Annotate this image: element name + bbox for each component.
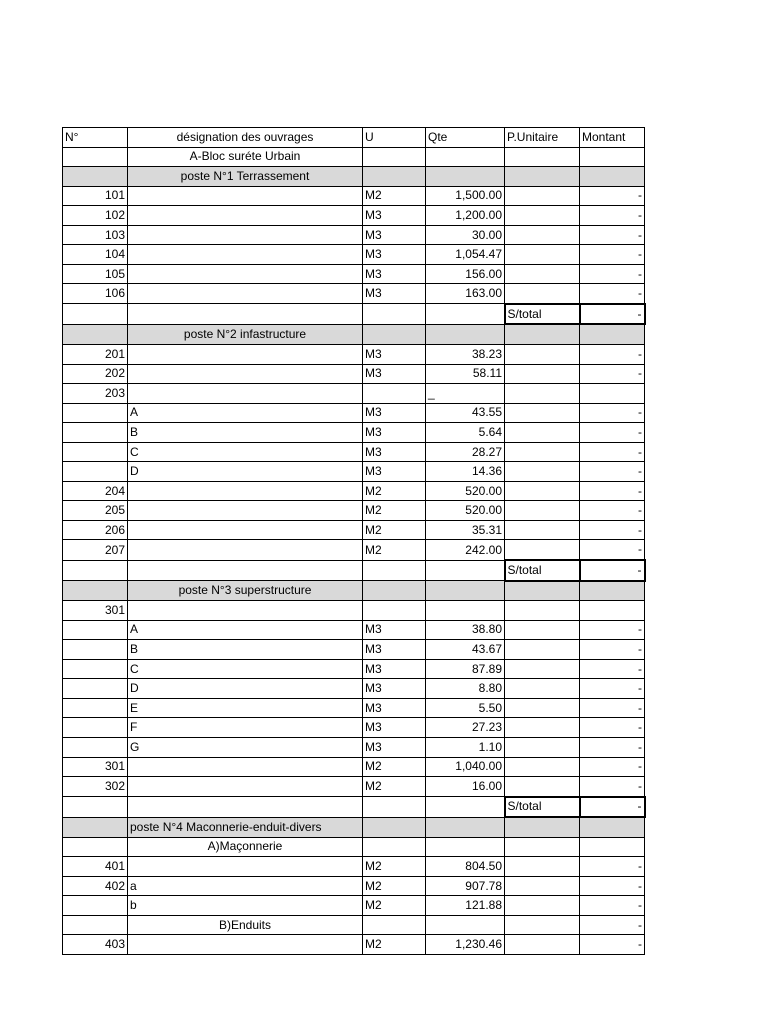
cell-designation: [128, 757, 363, 777]
cell-no: 402: [63, 876, 128, 896]
cell-no: [63, 403, 128, 423]
cell-designation: B)Enduits: [128, 915, 363, 935]
table-row: [63, 857, 645, 877]
cell-unit-price: [505, 284, 580, 304]
cell-no: 101: [63, 186, 128, 206]
subtotal-row: [63, 304, 645, 325]
cell-unit-price: [505, 264, 580, 284]
cell-qty: 38.23: [426, 345, 505, 365]
cell-qty: [426, 601, 505, 621]
table-row: [63, 442, 645, 462]
cell-designation: [128, 797, 363, 818]
table-row: [63, 147, 645, 167]
cell-amount: -: [580, 659, 645, 679]
cell-qty: [426, 797, 505, 818]
cell-designation: [128, 560, 363, 581]
cell-no: [63, 718, 128, 738]
cell-no: 201: [63, 345, 128, 365]
cell-amount: [580, 167, 645, 187]
cell-unit: M3: [363, 206, 426, 226]
cell-no: [63, 737, 128, 757]
cell-unit: M2: [363, 777, 426, 797]
cell-designation: D: [128, 462, 363, 482]
table-row: [63, 264, 645, 284]
cell-amount: -: [580, 423, 645, 443]
cell-amount: -: [580, 264, 645, 284]
cell-no: 403: [63, 935, 128, 955]
cell-no: [63, 147, 128, 167]
cell-no: 202: [63, 364, 128, 384]
cell-amount: -: [580, 560, 645, 581]
cell-unit: [363, 167, 426, 187]
cell-no: [63, 620, 128, 640]
cell-qty: 5.64: [426, 423, 505, 443]
cell-no: [63, 698, 128, 718]
table-row: [63, 876, 645, 896]
table-row: [63, 757, 645, 777]
cell-unit-price: [505, 601, 580, 621]
cell-amount: -: [580, 304, 645, 325]
table-row: [63, 777, 645, 797]
cell-designation: A-Bloc suréte Urbain: [128, 147, 363, 167]
cell-no: [63, 837, 128, 857]
cell-designation: E: [128, 698, 363, 718]
cell-qty: 14.36: [426, 462, 505, 482]
cell-amount: -: [580, 857, 645, 877]
cell-designation: [128, 345, 363, 365]
cell-designation: G: [128, 737, 363, 757]
table-row: [63, 481, 645, 501]
section-row: [63, 167, 645, 187]
table-row: [63, 206, 645, 226]
table-row: [63, 345, 645, 365]
cell-amount: -: [580, 915, 645, 935]
cell-amount: [580, 384, 645, 404]
table-row: [63, 737, 645, 757]
cell-no: 301: [63, 601, 128, 621]
cell-no: 104: [63, 245, 128, 265]
cell-designation: [128, 481, 363, 501]
cell-amount: -: [580, 737, 645, 757]
cell-amount: [580, 147, 645, 167]
cell-designation: poste N°1 Terrassement: [128, 167, 363, 187]
cell-unit-price: [505, 442, 580, 462]
cell-unit-price: [505, 423, 580, 443]
cell-qty: 38.80: [426, 620, 505, 640]
cell-qty: 1,200.00: [426, 206, 505, 226]
cell-designation: F: [128, 718, 363, 738]
table-row: [63, 679, 645, 699]
cell-amount: -: [580, 345, 645, 365]
cell-designation: A: [128, 403, 363, 423]
cell-unit-price: [505, 225, 580, 245]
cell-unit: [363, 837, 426, 857]
cell-amount: -: [580, 403, 645, 423]
cell-designation: poste N°3 superstructure: [128, 581, 363, 601]
cell-qty: 1.10: [426, 737, 505, 757]
table-row: [63, 364, 645, 384]
cell-designation: C: [128, 442, 363, 462]
cell-no: 103: [63, 225, 128, 245]
header-no: N°: [63, 128, 128, 148]
cell-unit-price: S/total: [505, 304, 580, 325]
cell-amount: -: [580, 698, 645, 718]
cell-no: 207: [63, 540, 128, 560]
cell-no: 302: [63, 777, 128, 797]
table-row: [63, 935, 645, 955]
cell-qty: 520.00: [426, 481, 505, 501]
cell-qty: 1,040.00: [426, 757, 505, 777]
cell-qty: 27.23: [426, 718, 505, 738]
cell-amount: [580, 837, 645, 857]
cell-no: 206: [63, 520, 128, 540]
cell-qty: [426, 560, 505, 581]
header-designation: désignation des ouvrages: [128, 128, 363, 148]
cell-no: 105: [63, 264, 128, 284]
cell-designation: [128, 225, 363, 245]
cell-qty: [426, 581, 505, 601]
cell-qty: 1,054.47: [426, 245, 505, 265]
cell-unit-price: [505, 718, 580, 738]
cell-no: 106: [63, 284, 128, 304]
cell-unit-price: [505, 737, 580, 757]
cell-unit-price: [505, 857, 580, 877]
cell-designation: A)Maçonnerie: [128, 837, 363, 857]
table-row: [63, 540, 645, 560]
cell-unit: M2: [363, 935, 426, 955]
section-row: [63, 324, 645, 344]
cell-unit: M2: [363, 501, 426, 521]
header-amount: Montant: [580, 128, 645, 148]
cell-qty: 5.50: [426, 698, 505, 718]
cell-qty: 43.55: [426, 403, 505, 423]
cell-designation: [128, 540, 363, 560]
cell-designation: [128, 777, 363, 797]
cell-unit-price: [505, 915, 580, 935]
cell-amount: -: [580, 777, 645, 797]
cell-unit: M3: [363, 462, 426, 482]
cell-qty: 1,500.00: [426, 186, 505, 206]
cell-no: [63, 797, 128, 818]
cell-unit: [363, 915, 426, 935]
cell-no: [63, 324, 128, 344]
cell-amount: -: [580, 481, 645, 501]
cell-unit-price: [505, 620, 580, 640]
cell-amount: [580, 581, 645, 601]
subtotal-row: [63, 797, 645, 818]
section-row: [63, 581, 645, 601]
header-unit-price: P.Unitaire: [505, 128, 580, 148]
cell-amount: -: [580, 876, 645, 896]
cell-qty: 43.67: [426, 640, 505, 660]
cell-unit: [363, 601, 426, 621]
cell-qty: 242.00: [426, 540, 505, 560]
table-row: [63, 601, 645, 621]
cell-unit-price: [505, 777, 580, 797]
subtotal-row: [63, 560, 645, 581]
cell-amount: -: [580, 225, 645, 245]
cell-amount: -: [580, 462, 645, 482]
cell-unit-price: [505, 679, 580, 699]
table-row: [63, 896, 645, 916]
cell-qty: [426, 147, 505, 167]
cell-amount: -: [580, 540, 645, 560]
quantity-estimate-table: [62, 127, 646, 955]
cell-unit: M3: [363, 442, 426, 462]
table-row: [63, 837, 645, 857]
table-row: [63, 462, 645, 482]
cell-designation: [128, 601, 363, 621]
table-row: [63, 915, 645, 935]
header-qty: Qte: [426, 128, 505, 148]
cell-designation: [128, 935, 363, 955]
cell-amount: -: [580, 718, 645, 738]
cell-unit: M3: [363, 245, 426, 265]
cell-qty: 121.88: [426, 896, 505, 916]
cell-unit: M3: [363, 620, 426, 640]
cell-unit: [363, 147, 426, 167]
cell-amount: [580, 601, 645, 621]
cell-amount: -: [580, 640, 645, 660]
cell-designation: b: [128, 896, 363, 916]
cell-designation: D: [128, 679, 363, 699]
cell-amount: -: [580, 797, 645, 818]
cell-unit: M3: [363, 679, 426, 699]
cell-unit: M3: [363, 718, 426, 738]
cell-designation: [128, 501, 363, 521]
cell-designation: poste N°4 Maconnerie-enduit-divers: [128, 817, 363, 837]
cell-unit: [363, 560, 426, 581]
cell-unit-price: [505, 384, 580, 404]
cell-qty: 30.00: [426, 225, 505, 245]
cell-qty: 35.31: [426, 520, 505, 540]
cell-unit-price: [505, 206, 580, 226]
cell-unit: M3: [363, 698, 426, 718]
cell-qty: 1,230.46: [426, 935, 505, 955]
cell-unit: M3: [363, 284, 426, 304]
cell-qty: [426, 915, 505, 935]
cell-unit: M3: [363, 659, 426, 679]
table-row: [63, 384, 645, 404]
cell-designation: [128, 264, 363, 284]
cell-unit-price: [505, 640, 580, 660]
cell-no: [63, 679, 128, 699]
cell-unit-price: S/total: [505, 797, 580, 818]
table-row: [63, 640, 645, 660]
cell-unit-price: [505, 520, 580, 540]
cell-qty: 28.27: [426, 442, 505, 462]
cell-no: [63, 442, 128, 462]
cell-designation: [128, 384, 363, 404]
cell-amount: -: [580, 245, 645, 265]
cell-unit: [363, 581, 426, 601]
cell-qty: [426, 167, 505, 187]
table-row: [63, 284, 645, 304]
cell-designation: [128, 206, 363, 226]
table-row: [63, 225, 645, 245]
cell-unit: [363, 304, 426, 325]
cell-qty: [426, 837, 505, 857]
cell-no: 301: [63, 757, 128, 777]
cell-unit: M2: [363, 186, 426, 206]
cell-unit-price: [505, 403, 580, 423]
cell-no: [63, 304, 128, 325]
table-row: [63, 403, 645, 423]
cell-unit: [363, 324, 426, 344]
cell-unit: M2: [363, 857, 426, 877]
cell-no: [63, 915, 128, 935]
header-row: [63, 128, 645, 148]
cell-amount: -: [580, 364, 645, 384]
cell-designation: [128, 520, 363, 540]
cell-designation: [128, 304, 363, 325]
cell-unit-price: [505, 147, 580, 167]
cell-designation: B: [128, 423, 363, 443]
cell-unit: [363, 797, 426, 818]
cell-designation: [128, 364, 363, 384]
cell-unit: M2: [363, 481, 426, 501]
cell-amount: -: [580, 206, 645, 226]
cell-amount: -: [580, 620, 645, 640]
cell-designation: [128, 186, 363, 206]
cell-unit: M2: [363, 540, 426, 560]
cell-amount: -: [580, 442, 645, 462]
cell-unit-price: [505, 757, 580, 777]
cell-amount: -: [580, 757, 645, 777]
table-row: [63, 186, 645, 206]
cell-unit-price: [505, 817, 580, 837]
cell-qty: 804.50: [426, 857, 505, 877]
cell-amount: [580, 817, 645, 837]
cell-unit-price: [505, 462, 580, 482]
cell-unit: M2: [363, 876, 426, 896]
table-row: [63, 659, 645, 679]
table-row: [63, 520, 645, 540]
cell-unit-price: [505, 167, 580, 187]
table-row: [63, 698, 645, 718]
table-row: [63, 718, 645, 738]
cell-unit: M3: [363, 364, 426, 384]
cell-amount: -: [580, 284, 645, 304]
cell-unit-price: [505, 581, 580, 601]
cell-no: 102: [63, 206, 128, 226]
table-row: [63, 501, 645, 521]
cell-qty: 8.80: [426, 679, 505, 699]
cell-unit-price: [505, 481, 580, 501]
cell-amount: [580, 324, 645, 344]
cell-no: [63, 640, 128, 660]
cell-unit: M3: [363, 403, 426, 423]
cell-unit: M2: [363, 757, 426, 777]
cell-unit: M3: [363, 345, 426, 365]
header-unit: U: [363, 128, 426, 148]
cell-unit-price: [505, 659, 580, 679]
cell-unit-price: [505, 364, 580, 384]
cell-unit-price: [505, 876, 580, 896]
cell-no: [63, 896, 128, 916]
cell-qty: 163.00: [426, 284, 505, 304]
cell-no: [63, 659, 128, 679]
cell-unit: M2: [363, 520, 426, 540]
cell-unit: M3: [363, 640, 426, 660]
cell-qty: _: [426, 384, 505, 404]
cell-qty: [426, 324, 505, 344]
cell-designation: B: [128, 640, 363, 660]
cell-unit-price: [505, 837, 580, 857]
cell-no: 401: [63, 857, 128, 877]
cell-no: [63, 423, 128, 443]
cell-unit-price: [505, 698, 580, 718]
cell-amount: -: [580, 896, 645, 916]
cell-qty: 87.89: [426, 659, 505, 679]
cell-designation: [128, 284, 363, 304]
cell-unit: M3: [363, 225, 426, 245]
cell-designation: C: [128, 659, 363, 679]
cell-unit-price: [505, 896, 580, 916]
cell-no: 204: [63, 481, 128, 501]
cell-no: [63, 462, 128, 482]
cell-qty: 520.00: [426, 501, 505, 521]
cell-designation: a: [128, 876, 363, 896]
cell-designation: [128, 245, 363, 265]
cell-no: [63, 581, 128, 601]
cell-qty: 58.11: [426, 364, 505, 384]
table-row: [63, 245, 645, 265]
table-row: [63, 423, 645, 443]
cell-qty: [426, 304, 505, 325]
cell-qty: 156.00: [426, 264, 505, 284]
cell-unit-price: S/total: [505, 560, 580, 581]
cell-unit: [363, 384, 426, 404]
cell-amount: -: [580, 935, 645, 955]
cell-no: [63, 817, 128, 837]
cell-no: [63, 560, 128, 581]
cell-unit-price: [505, 324, 580, 344]
table-body: [63, 147, 645, 954]
table-row: [63, 620, 645, 640]
cell-amount: -: [580, 501, 645, 521]
cell-unit-price: [505, 540, 580, 560]
cell-designation: A: [128, 620, 363, 640]
cell-unit: M2: [363, 896, 426, 916]
cell-no: 203: [63, 384, 128, 404]
cell-unit-price: [505, 935, 580, 955]
cell-amount: -: [580, 679, 645, 699]
cell-unit: M3: [363, 737, 426, 757]
section-row: [63, 817, 645, 837]
cell-unit-price: [505, 245, 580, 265]
cell-qty: [426, 817, 505, 837]
cell-unit-price: [505, 186, 580, 206]
cell-designation: [128, 857, 363, 877]
cell-unit: M3: [363, 264, 426, 284]
cell-designation: poste N°2 infastructure: [128, 324, 363, 344]
cell-amount: -: [580, 520, 645, 540]
cell-qty: 16.00: [426, 777, 505, 797]
cell-unit-price: [505, 501, 580, 521]
cell-no: 205: [63, 501, 128, 521]
cell-no: [63, 167, 128, 187]
cell-unit: M3: [363, 423, 426, 443]
cell-unit: [363, 817, 426, 837]
cell-unit-price: [505, 345, 580, 365]
cell-qty: 907.78: [426, 876, 505, 896]
cell-amount: -: [580, 186, 645, 206]
